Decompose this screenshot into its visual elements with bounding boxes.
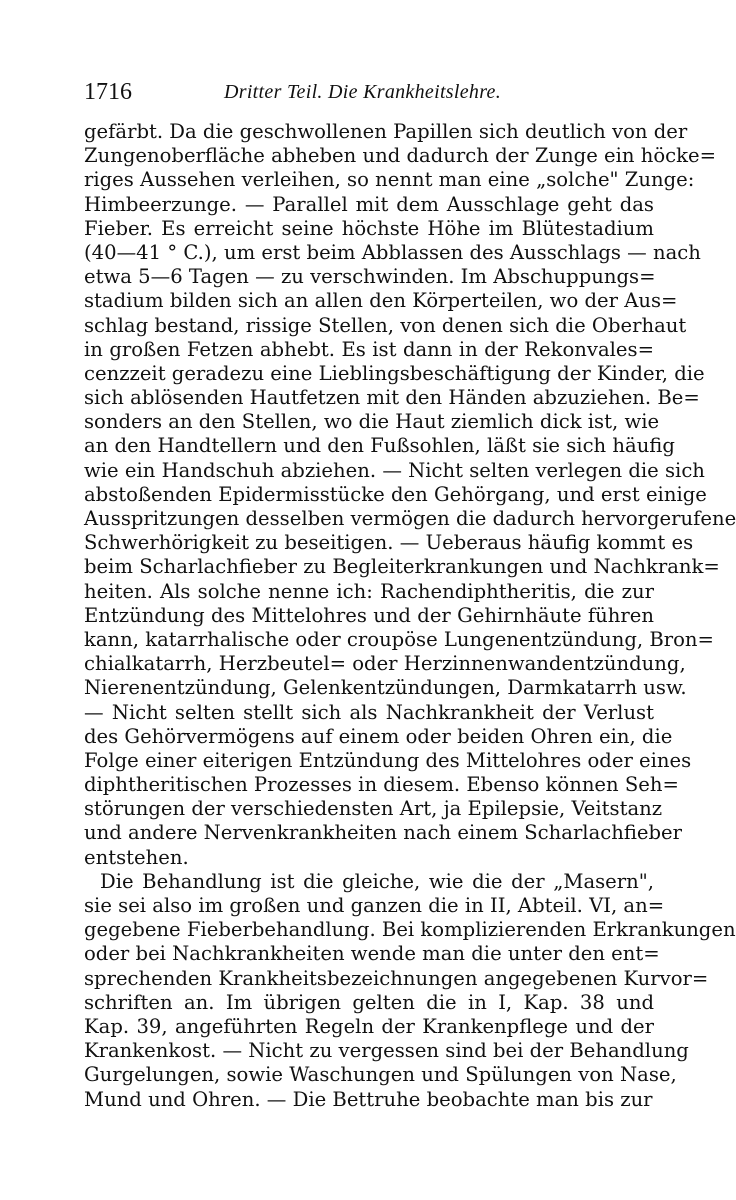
text-line: etwa 5—6 Tagen — zu verschwinden. Im Abschuppungs= bbox=[84, 265, 656, 289]
text-line: abstoßenden Epidermisstücke den Gehörgang, und erst einige bbox=[84, 482, 707, 506]
text-line: gefärbt. Da die geschwollenen Papillen sich deutlich von der bbox=[84, 120, 688, 143]
text-line: (40—41 ° C.), um erst beim Abblassen des Ausschlags — nach bbox=[84, 240, 701, 264]
text-line: störungen der verschiedensten Art, ja Epilepsie, Veitstanz bbox=[84, 797, 663, 821]
text-line: Gurgelungen, sowie Waschungen und Spülungen von Nase, bbox=[84, 1063, 677, 1087]
running-title: Dritter Teil. Die Krankheitslehre. bbox=[224, 81, 502, 103]
text-line: entstehen. bbox=[84, 845, 189, 869]
text-line: beim Scharlachfieber zu Begleiterkrankungen und Nachkrank= bbox=[84, 555, 720, 579]
text-line: des Gehörvermögens auf einem oder beiden Ohren ein, die bbox=[84, 724, 673, 748]
text-line: Krankenkost. — Nicht zu vergessen sind bei der Behandlung bbox=[84, 1039, 689, 1063]
text-line: sich ablösenden Hautfetzen mit den Händen abzuziehen. Be= bbox=[84, 386, 700, 410]
text-line: schriften an. Im übrigen gelten die in I, Kap. 38 und bbox=[84, 990, 654, 1014]
body-text bbox=[84, 120, 736, 1112]
text-line: Kap. 39, angeführten Regeln der Krankenpflege und der bbox=[84, 1014, 654, 1038]
text-line: stadium bilden sich an allen den Körperteilen, wo der Aus= bbox=[84, 289, 678, 313]
text-line: chialkatarrh, Herzbeutel= oder Herzinnenwandentzündung, bbox=[84, 652, 686, 676]
text-line: wie ein Handschuh abziehen. — Nicht selten verlegen die sich bbox=[84, 458, 705, 482]
text-line: sie sei also im großen und ganzen die in II, Abteil. VI, an= bbox=[84, 894, 665, 917]
text-line: oder bei Nachkrankheiten wende man die unter den ent= bbox=[84, 942, 660, 966]
text-line: Mund und Ohren. — Die Bettruhe beobachte man bis zur bbox=[84, 1087, 653, 1111]
text-line: kann, katarrhalische oder croupöse Lungenentzündung, Bron= bbox=[84, 627, 714, 651]
text-line: heiten. Als solche nenne ich: Rachendiphtheritis, die zur bbox=[84, 579, 654, 603]
text-line: Nierenentzündung, Gelenkentzündungen, Darmkatarrh usw. bbox=[84, 676, 687, 700]
text-line: Zungenoberfläche abheben und dadurch der Zunge ein höcke= bbox=[84, 144, 717, 168]
text-line: — Nicht selten stellt sich als Nachkrankheit der Verlust bbox=[84, 700, 654, 724]
text-line: gegebene Fieberbehandlung. Bei komplizierenden Erkrankungen bbox=[84, 918, 736, 942]
text-line: Schwerhörigkeit zu beseitigen. — Ueberaus häufig kommt es bbox=[84, 531, 694, 555]
text-line: an den Handtellern und den Fußsohlen, läßt sie sich häufig bbox=[84, 434, 675, 458]
text-line: Fieber. Es erreicht seine höchste Höhe im Blütestadium bbox=[84, 216, 654, 240]
text-line: in großen Fetzen abhebt. Es ist dann in der Rekonvales= bbox=[84, 337, 654, 361]
text-line: Himbeerzunge. — Parallel mit dem Ausschlage geht das bbox=[84, 192, 654, 216]
text-line: sonders an den Stellen, wo die Haut ziemlich dick ist, wie bbox=[84, 410, 660, 434]
page-header bbox=[84, 74, 661, 110]
text-line: Die Behandlung ist die gleiche, wie die der „Masern", bbox=[100, 869, 654, 893]
page-number: 1716 bbox=[84, 79, 132, 105]
text-line: Ausspritzungen desselben vermögen die dadurch hervorgerufene bbox=[84, 507, 736, 530]
text-line: riges Aussehen verleihen, so nennt man eine „solche" Zunge: bbox=[84, 168, 695, 192]
text-line: Entzündung des Mittelohres und der Gehirnhäute führen bbox=[84, 603, 654, 627]
text-line: Folge einer eiterigen Entzündung des Mittelohres oder eines bbox=[84, 748, 692, 772]
text-line: sprechenden Krankheitsbezeichnungen angegebenen Kurvor= bbox=[84, 966, 709, 990]
text-line: diphtheritischen Prozesses in diesem. Ebenso können Seh= bbox=[84, 773, 679, 797]
text-line: schlag bestand, rissige Stellen, von denen sich die Oberhaut bbox=[84, 313, 687, 337]
text-line: und andere Nervenkrankheiten nach einem Scharlachfieber bbox=[84, 821, 683, 845]
text-line: cenzzeit geradezu eine Lieblingsbeschäftigung der Kinder, die bbox=[84, 361, 705, 385]
